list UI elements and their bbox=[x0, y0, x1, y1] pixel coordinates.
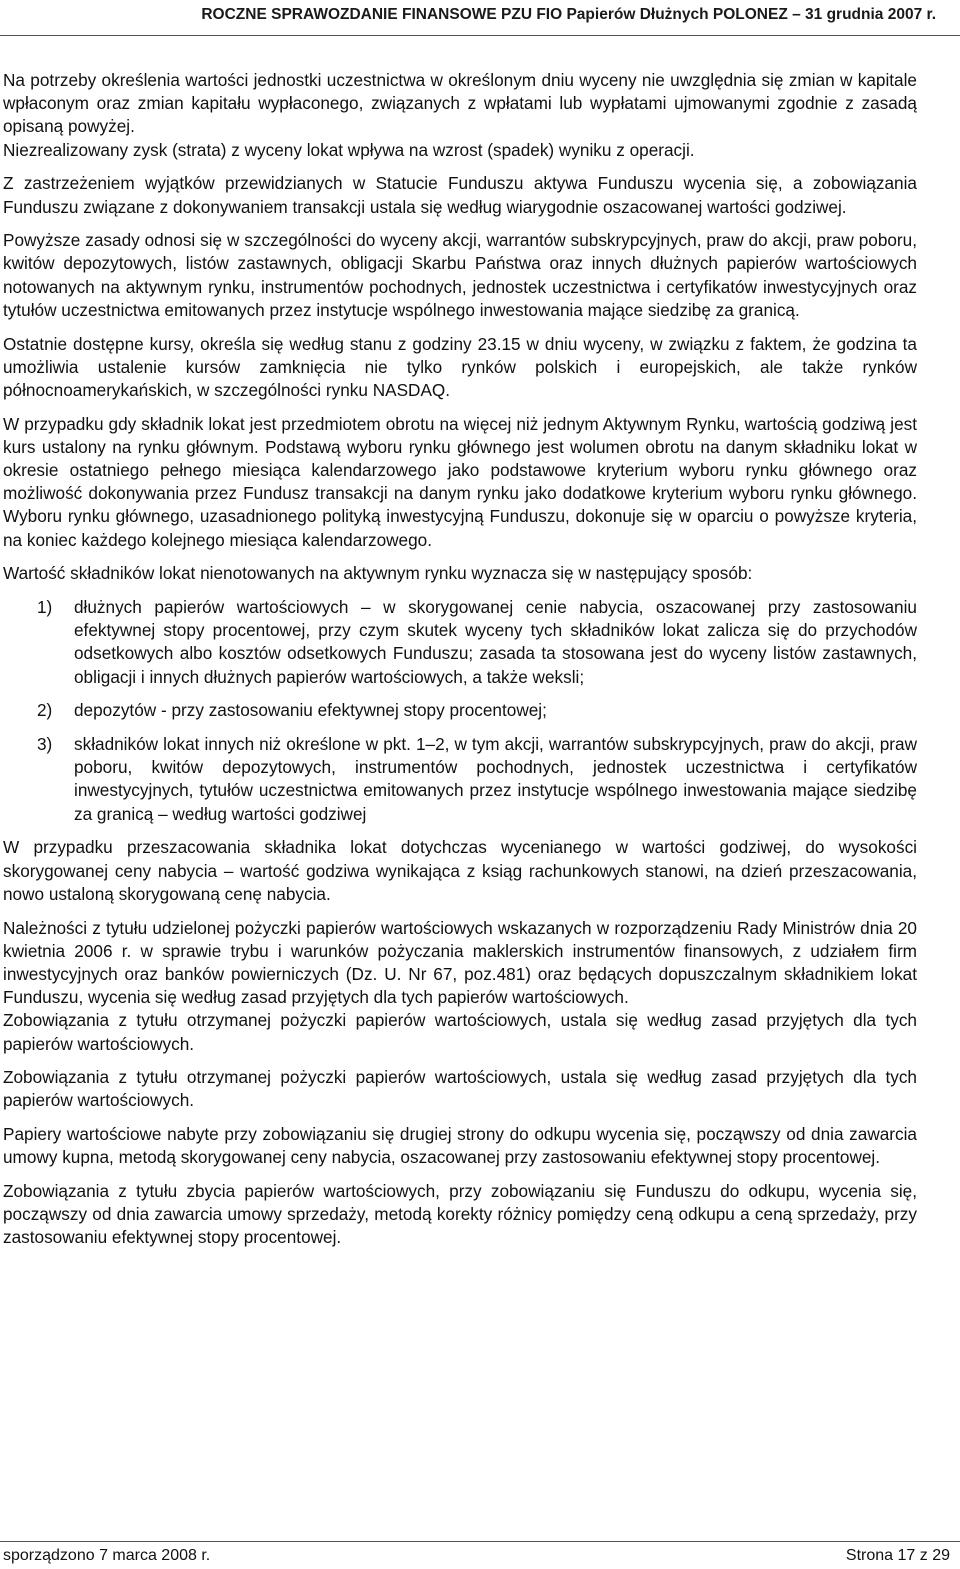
paragraph-valuation-rule: Z zastrzeżeniem wyjątków przewidzianych w Statucie Funduszu aktywa Funduszu wycenia się, a zobowiązania Funduszu związane z dokonywaniem transakcji ustala się według wiarygodnie oszacowanej wartości godziwej. bbox=[3, 173, 917, 217]
list-item bbox=[3, 596, 917, 689]
paragraph-valuation-scope: Powyższe zasady odnosi się w szczególności do wyceny akcji, warrantów subskrypcyjnych, praw do akcji, praw poboru, kwitów depozytowych, listów zastawnych, obligacji Skarbu Państwa oraz innych dłużnych papierów wartościowych notowanych na aktywnym rynku, instrumentów pochodnych, jednostek uczestnictwa i certyfikatów inwestycyjnych oraz tytułów uczestnictwa emitowanych przez instytucje wspólnego inwestowania mające siedzibę za granicą. bbox=[3, 230, 917, 320]
page-header bbox=[0, 0, 960, 38]
list-item bbox=[3, 733, 917, 826]
list-item-number: 1) bbox=[37, 597, 53, 618]
paragraph-sell-buyback: Zobowiązania z tytułu zbycia papierów wartościowych, przy zobowiązaniu się Funduszu do odkupu, wycenia się, począwszy od dnia zawarcia umowy sprzedaży, metodą korekty różnicy pomiędzy ceną odkupu a ceną sprzedaży, przy zastosowaniu efektywnej stopy procentowej. bbox=[3, 1181, 917, 1248]
list-item-text: depozytów - przy zastosowaniu efektywnej stopy procentowej; bbox=[74, 700, 547, 721]
page-footer bbox=[0, 1537, 960, 1569]
paragraph-main-market: W przypadku gdy składnik lokat jest przedmiotem obrotu na więcej niż jednym Aktywnym Rynku, wartością godziwą jest kurs ustalony na rynku głównym. Podstawą wyboru rynku głównego jest wolumen obrotu na danym składniku lokat w okresie ostatniego pełnego miesiąca kalendarzowego jako podstawowe kryterium wyboru rynku głównego oraz możliwość dokonywania przez Fundusz transakcji na danym rynku jako dodatkowe kryterium wyboru rynku głównego. Wyboru rynku głównego, uzasadnionego polityką inwestycyjną Funduszu, dokonuje się w oparciu o powyższe kryteria, na koniec każdego kolejnego miesiąca kalendarzowego. bbox=[3, 413, 917, 550]
paragraph-loan-receivables: Należności z tytułu udzielonej pożyczki papierów wartościowych wskazanych w rozporządzeniu Rady Ministrów dnia 20 kwietnia 2006 r. w sprawie trybu i warunków pożyczania maklerskich instrumentów finansowych, z udziałem firm inwestycyjnych oraz banków powierniczych (Dz. U. Nr 67, poz.481) oraz będących dopuszczalnym składnikiem lokat Funduszu, wycenia się według zasad przyjętych dla tych papierów wartościowych. bbox=[3, 917, 917, 1008]
paragraph-repo-securities: Papiery wartościowe nabyte przy zobowiązaniu się drugiej strony do odkupu wycenia się, począwszy od dnia zawarcia umowy kupna, metodą skorygowanej ceny nabycia, oszacowanej przy zastosowaniu efektywnej stopy procentowej. bbox=[3, 1124, 917, 1168]
header-divider bbox=[0, 35, 960, 36]
paragraph-loan-liabilities-repeat: Zobowiązania z tytułu otrzymanej pożyczki papierów wartościowych, ustala się według zasad przyjętych dla tych papierów wartościowych. bbox=[3, 1067, 917, 1111]
list-item-number: 2) bbox=[37, 700, 53, 721]
list-item-number: 3) bbox=[37, 734, 53, 755]
document-body bbox=[3, 69, 917, 1260]
paragraph-loan-liabilities: Zobowiązania z tytułu otrzymanej pożyczki papierów wartościowych, ustala się według zasad przyjętych dla tych papierów wartościowych. bbox=[3, 1010, 917, 1054]
footer-divider bbox=[0, 1541, 960, 1542]
preparation-date: sporządzono 7 marca 2008 r. bbox=[3, 1547, 211, 1564]
list-item bbox=[3, 699, 917, 722]
page-number: Strona 17 z 29 bbox=[845, 1547, 950, 1564]
list-item-text: dłużnych papierów wartościowych – w skorygowanej cenie nabycia, oszacowanej przy zastosowaniu efektywnej stopy procentowej, przy czym skutek wyceny tych składników lokat zalicza się do przychodów odsetkowych albo kosztów odsetkowych Funduszu; zasada ta stosowana jest do wyceny listów zastawnych, obligacji i innych dłużnych papierów wartościowych, a także weksli; bbox=[74, 597, 917, 687]
paragraph-unlisted-intro: Wartość składników lokat nienotowanych na aktywnym rynku wyznacza się w następujący sposób: bbox=[3, 563, 753, 584]
paragraph-unit-value: Na potrzeby określenia wartości jednostki uczestnictwa w określonym dniu wyceny nie uwzględnia się zmian w kapitale wpłaconym oraz zmian kapitału wypłaconego, związanych z wpłatami lub wypłatami ujmowanymi zgodnie z zasadą opisaną powyżej. bbox=[3, 70, 917, 137]
paragraph-revaluation: W przypadku przeszacowania składnika lokat dotychczas wycenianego w wartości godziwej, do wysokości skorygowanej ceny nabycia – wartość godziwa wynikająca z ksiąg rachunkowych stanowi, na dzień przeszacowania, nowo ustaloną skorygowaną cenę nabycia. bbox=[3, 837, 917, 904]
paragraph-unrealized-gain: Niezrealizowany zysk (strata) z wyceny lokat wpływa na wzrost (spadek) wyniku z operacji. bbox=[3, 139, 695, 160]
valuation-methods-list bbox=[3, 596, 917, 826]
paragraph-closing-prices: Ostatnie dostępne kursy, określa się według stanu z godziny 23.15 w dniu wyceny, w związku z faktem, że godzina ta umożliwia ustalenie kursów zamknięcia nie tylko rynków polskich i europejskich, ale także rynków północnoamerykańskich, w szczególności rynku NASDAQ. bbox=[3, 333, 917, 400]
document-title: ROCZNE SPRAWOZDANIE FINANSOWE PZU FIO Papierów Dłużnych POLONEZ – 31 grudnia 2007 r. bbox=[201, 6, 936, 23]
list-item-text: składników lokat innych niż określone w pkt. 1–2, w tym akcji, warrantów subskrypcyjnych, praw do akcji, praw poboru, kwitów depozytowych, instrumentów pochodnych, jednostek uczestnictwa i certyfikatów inwestycyjnych, tytułów uczestnictwa emitowanych przez instytucje wspólnego inwestowania mające siedzibę za granicą – według wartości godziwej bbox=[74, 734, 917, 824]
